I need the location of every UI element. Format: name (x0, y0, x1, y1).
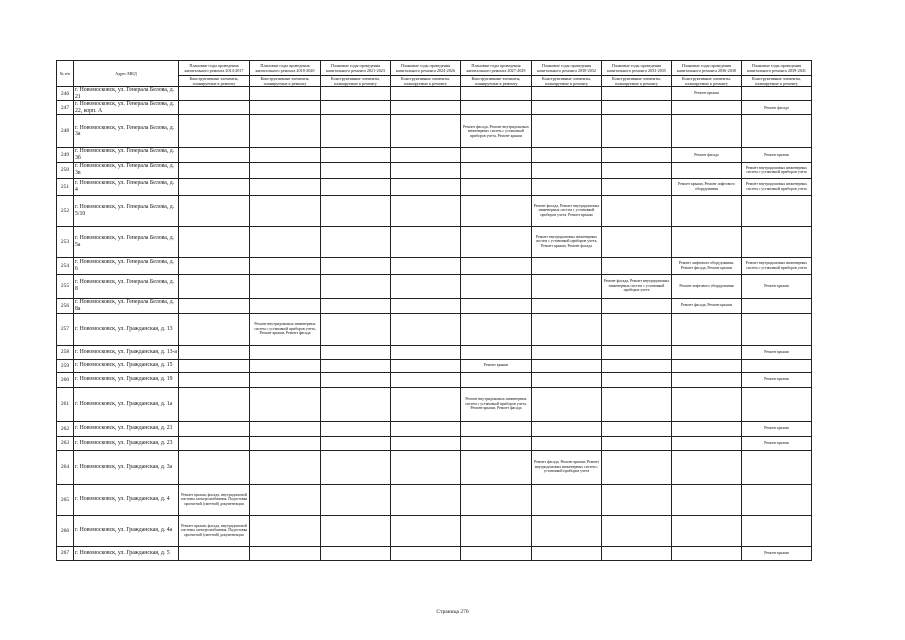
repair-work-cell (179, 359, 250, 372)
table-row (57, 450, 812, 484)
repair-work-cell (391, 274, 461, 298)
row-number: 260 (57, 372, 74, 387)
row-address: г. Новомосковск, ул. Гражданская, д. 1а (74, 387, 179, 421)
repair-work-cell (391, 450, 461, 484)
table-row (57, 274, 812, 298)
header-period: Плановые годы проведения капитального ремонта 2024-2026 (391, 61, 461, 76)
table-row (57, 195, 812, 226)
repair-work-cell (602, 421, 672, 436)
header-subheading: Конструктивные элементы, планируемые к ремонту (742, 76, 812, 87)
repair-work-cell: Ремонт фасада, Ремонт внутридомовых инженерных систем с установкой приборов учета, Ремонт крыши (532, 195, 602, 226)
repair-work-cell (391, 515, 461, 546)
repair-work-cell (742, 484, 812, 515)
repair-work-cell: Ремонт внутридомовых инженерных систем с установкой приборов учета, Ремонт крыши, Ремонт фасада (532, 226, 602, 257)
header-period: Плановые годы проведения капитального ремонта 2033-2035 (602, 61, 672, 76)
repair-work-cell: Ремонт фасада, Ремонт внутридомовых инженерных систем с установкой приборов учета, Ремонт крыши (461, 115, 532, 148)
repair-work-cell (742, 226, 812, 257)
repair-work-cell (602, 87, 672, 101)
header-period: Плановые годы проведения капитального ремонта 2027-2029 (461, 61, 532, 76)
repair-work-cell (321, 345, 391, 359)
table-row (57, 515, 812, 546)
row-number: 247 (57, 101, 74, 115)
repair-work-cell (179, 148, 250, 162)
repair-work-cell (602, 115, 672, 148)
repair-work-cell (461, 345, 532, 359)
repair-work-cell (321, 298, 391, 313)
repair-work-cell (179, 421, 250, 436)
row-number: 261 (57, 387, 74, 421)
repair-work-cell (179, 226, 250, 257)
row-address: г. Новомосковск, ул. Генерала Белова, д. 21 (74, 87, 179, 101)
repair-work-cell (179, 162, 250, 178)
repair-work-cell (250, 450, 321, 484)
repair-work-cell (250, 436, 321, 450)
repair-work-cell (321, 162, 391, 178)
row-address: г. Новомосковск, ул. Генерала Белова, д. 5/10 (74, 195, 179, 226)
row-number: 259 (57, 359, 74, 372)
repair-work-cell (461, 274, 532, 298)
repair-work-cell (672, 345, 742, 359)
repair-work-cell: Ремонт крыши (742, 546, 812, 560)
table-row (57, 421, 812, 436)
repair-work-cell (321, 436, 391, 450)
repair-work-cell (672, 421, 742, 436)
row-number: 253 (57, 226, 74, 257)
repair-work-cell: Ремонт крыши (742, 274, 812, 298)
row-number: 250 (57, 162, 74, 178)
repair-work-cell (602, 178, 672, 195)
row-address: г. Новомосковск, ул. Гражданская, д. 4а (74, 515, 179, 546)
row-address: г. Новомосковск, ул. Гражданская, д. 23 (74, 436, 179, 450)
repair-work-cell (532, 298, 602, 313)
row-address: г. Новомосковск, ул. Генерала Белова, д. 22, корп. А (74, 101, 179, 115)
repair-work-cell: Ремонт крыши (742, 421, 812, 436)
repair-work-cell (250, 115, 321, 148)
repair-work-cell (391, 436, 461, 450)
repair-work-cell (602, 101, 672, 115)
repair-work-cell: Ремонт крыши, фасада, внутридомовой системы электроснабжения. Подготовка проектной (сметной) документации (179, 515, 250, 546)
repair-work-cell: Ремонт внутридомовых инженерных систем с установкой приборов учета (742, 162, 812, 178)
repair-work-cell (672, 450, 742, 484)
repair-work-cell (461, 87, 532, 101)
repair-work-cell (461, 515, 532, 546)
repair-work-cell (250, 515, 321, 546)
repair-work-cell (391, 421, 461, 436)
repair-work-cell: Ремонт фасада, Ремонт крыши, Ремонт внутридомовых инженерных систем с установкой приборов учета (532, 450, 602, 484)
repair-work-cell (532, 515, 602, 546)
repair-work-cell (672, 546, 742, 560)
repair-work-cell (461, 298, 532, 313)
repair-work-cell (250, 226, 321, 257)
repair-work-cell: Ремонт фасада (742, 101, 812, 115)
repair-work-cell (461, 372, 532, 387)
repair-work-cell (250, 162, 321, 178)
repair-work-cell (179, 178, 250, 195)
row-number: 252 (57, 195, 74, 226)
repair-work-cell (321, 148, 391, 162)
table-row (57, 345, 812, 359)
table-row (57, 484, 812, 515)
repair-work-cell (250, 359, 321, 372)
repair-work-cell (532, 87, 602, 101)
repair-work-cell (461, 226, 532, 257)
repair-work-cell (672, 372, 742, 387)
row-address: г. Новомосковск, ул. Гражданская, д. 19 (74, 372, 179, 387)
repair-work-cell: Ремонт фасада, Ремонт крыши (672, 298, 742, 313)
repair-work-cell (672, 436, 742, 450)
repair-work-cell: Ремонт внутридомовых инженерных систем с установкой приборов учета, Ремонт крыши, Ремонт фасада (461, 387, 532, 421)
row-number: 267 (57, 546, 74, 560)
repair-work-cell (602, 313, 672, 345)
repair-work-cell: Ремонт внутридомовых инженерных систем с установкой приборов учета (742, 178, 812, 195)
header-subheading: Конструктивные элементы, планируемые к ремонту (179, 76, 250, 87)
repair-work-cell (321, 450, 391, 484)
repair-work-cell (461, 450, 532, 484)
repair-work-cell (321, 515, 391, 546)
repair-work-cell (391, 484, 461, 515)
row-number: 246 (57, 87, 74, 101)
table-row (57, 115, 812, 148)
repair-work-cell (461, 195, 532, 226)
repair-work-cell (742, 195, 812, 226)
page-footer: Страница 270 (436, 609, 469, 615)
repair-work-cell (250, 178, 321, 195)
repair-work-cell (321, 115, 391, 148)
repair-work-cell (461, 484, 532, 515)
repair-work-cell (602, 359, 672, 372)
repair-work-cell (391, 345, 461, 359)
repair-work-cell (321, 387, 391, 421)
repair-work-cell (321, 101, 391, 115)
repair-work-cell (461, 101, 532, 115)
repair-work-cell (532, 162, 602, 178)
repair-work-cell (250, 372, 321, 387)
row-number: 263 (57, 436, 74, 450)
repair-work-cell (461, 313, 532, 345)
row-address: г. Новомосковск, ул. Генерала Белова, д. 6 (74, 257, 179, 274)
header-period: Плановые годы проведения капитального ремонта 2039-2041 (742, 61, 812, 76)
row-number: 256 (57, 298, 74, 313)
repair-work-cell (532, 345, 602, 359)
repair-work-cell: Ремонт крыши (742, 148, 812, 162)
table-row (57, 101, 812, 115)
repair-work-cell (250, 387, 321, 421)
repair-work-cell (391, 148, 461, 162)
repair-work-cell (461, 436, 532, 450)
repair-work-cell (391, 195, 461, 226)
repair-work-cell (532, 436, 602, 450)
row-address: г. Новомосковск, ул. Гражданская, д. 4 (74, 484, 179, 515)
repair-work-cell (391, 162, 461, 178)
capital-repair-table (56, 60, 812, 561)
repair-work-cell (391, 226, 461, 257)
repair-work-cell (532, 101, 602, 115)
header-address: Адрес МКД (74, 61, 179, 87)
repair-work-cell (742, 115, 812, 148)
repair-work-cell (672, 515, 742, 546)
repair-work-cell (179, 274, 250, 298)
row-address: г. Новомосковск, ул. Генерала Белова, д. 8а (74, 298, 179, 313)
repair-work-cell (321, 257, 391, 274)
repair-work-cell (672, 387, 742, 421)
repair-work-cell (321, 178, 391, 195)
repair-work-cell (602, 372, 672, 387)
table-row (57, 546, 812, 560)
row-number: 265 (57, 484, 74, 515)
row-address: г. Новомосковск, ул. Генерала Белова, д. 3б (74, 148, 179, 162)
row-number: 262 (57, 421, 74, 436)
table-row (57, 359, 812, 372)
header-period: Плановые годы проведения капитального ремонта 2030-2032 (532, 61, 602, 76)
header-subheading: Конструктивные элементы, планируемые к ремонту (321, 76, 391, 87)
repair-work-cell (391, 313, 461, 345)
repair-work-cell (602, 484, 672, 515)
row-address: г. Новомосковск, ул. Генерала Белова, д. 4 (74, 178, 179, 195)
row-address: г. Новомосковск, ул. Генерала Белова, д. 3а (74, 115, 179, 148)
repair-work-cell (672, 101, 742, 115)
repair-work-cell (461, 257, 532, 274)
repair-work-cell (742, 298, 812, 313)
header-period: Плановые годы проведения капитального ремонта 2036-2038 (672, 61, 742, 76)
repair-work-cell (250, 345, 321, 359)
row-address: г. Новомосковск, ул. Гражданская, д. 3а (74, 450, 179, 484)
repair-work-cell: Ремонт крыши (742, 436, 812, 450)
table-row (57, 148, 812, 162)
repair-work-cell (672, 359, 742, 372)
repair-work-cell (532, 387, 602, 421)
header-subheading: Конструктивные элементы, планируемые к ремонту (461, 76, 532, 87)
repair-work-cell (461, 162, 532, 178)
table-row (57, 436, 812, 450)
row-address: г. Новомосковск, ул. Генерала Белова, д. 8 (74, 274, 179, 298)
repair-work-cell (179, 298, 250, 313)
row-number: 254 (57, 257, 74, 274)
repair-work-cell (179, 101, 250, 115)
repair-work-cell (532, 484, 602, 515)
repair-work-cell (250, 148, 321, 162)
repair-work-cell (532, 178, 602, 195)
repair-work-cell (321, 87, 391, 101)
table-row (57, 162, 812, 178)
repair-work-cell (461, 178, 532, 195)
row-address: г. Новомосковск, ул. Гражданская, д. 15 (74, 359, 179, 372)
repair-work-cell (532, 546, 602, 560)
header-subheading: Конструктивные элементы, планируемые к ремонту (672, 76, 742, 87)
repair-work-cell: Ремонт лифтового оборудования (672, 274, 742, 298)
repair-work-cell (742, 359, 812, 372)
repair-work-cell (321, 313, 391, 345)
repair-work-cell (250, 421, 321, 436)
repair-work-cell (250, 87, 321, 101)
repair-work-cell (532, 421, 602, 436)
repair-work-cell: Ремонт крыши (461, 359, 532, 372)
repair-work-cell (602, 546, 672, 560)
repair-work-cell (742, 387, 812, 421)
repair-work-cell (250, 546, 321, 560)
header-period: Плановые годы проведения капитального ремонта 2021-2023 (321, 61, 391, 76)
repair-work-cell (742, 313, 812, 345)
repair-work-cell (391, 372, 461, 387)
repair-work-cell (532, 257, 602, 274)
row-address: г. Новомосковск, ул. Гражданская, д. 13 (74, 313, 179, 345)
header-subheading: Конструктивные элементы, планируемые к ремонту (602, 76, 672, 87)
header-period: Плановые годы проведения капитального ремонта 2014-2017 (179, 61, 250, 76)
repair-work-cell (742, 87, 812, 101)
repair-work-cell (179, 257, 250, 274)
table-header (57, 61, 812, 87)
repair-work-cell (179, 87, 250, 101)
repair-work-cell (742, 450, 812, 484)
repair-work-cell (532, 115, 602, 148)
row-number: 255 (57, 274, 74, 298)
repair-work-cell (602, 257, 672, 274)
repair-work-cell (672, 484, 742, 515)
repair-work-cell (532, 313, 602, 345)
repair-work-cell (602, 226, 672, 257)
repair-work-cell (321, 195, 391, 226)
repair-work-cell (602, 195, 672, 226)
repair-work-cell (321, 546, 391, 560)
repair-work-cell (321, 372, 391, 387)
repair-work-cell (672, 195, 742, 226)
repair-work-cell: Ремонт лифтового оборудования, Ремонт фасада, Ремонт крыши (672, 257, 742, 274)
repair-work-cell (250, 274, 321, 298)
repair-work-cell (250, 101, 321, 115)
row-address: г. Новомосковск, ул. Гражданская, д. 13-а (74, 345, 179, 359)
repair-work-cell (179, 436, 250, 450)
table-row (57, 313, 812, 345)
row-address: г. Новомосковск, ул. Генерала Белова, д. 3в (74, 162, 179, 178)
repair-work-cell (250, 257, 321, 274)
repair-work-cell (179, 387, 250, 421)
repair-work-cell (391, 359, 461, 372)
repair-work-cell (391, 298, 461, 313)
repair-work-cell (391, 115, 461, 148)
table-row (57, 372, 812, 387)
repair-work-cell (742, 515, 812, 546)
repair-work-cell: Ремонт внутридомовых инженерных систем с установкой приборов учета, Ремонт крыши, Ремонт фасада (250, 313, 321, 345)
repair-work-cell (602, 387, 672, 421)
repair-work-cell (391, 257, 461, 274)
repair-work-cell (672, 115, 742, 148)
repair-work-cell (461, 421, 532, 436)
repair-work-cell (672, 313, 742, 345)
repair-work-cell (179, 313, 250, 345)
row-number: 251 (57, 178, 74, 195)
table-body (57, 87, 812, 561)
row-number: 257 (57, 313, 74, 345)
row-number: 249 (57, 148, 74, 162)
repair-work-cell (461, 148, 532, 162)
repair-work-cell (179, 115, 250, 148)
row-number: 248 (57, 115, 74, 148)
repair-work-cell (532, 274, 602, 298)
repair-work-cell (672, 226, 742, 257)
repair-work-cell (602, 162, 672, 178)
repair-work-cell (602, 515, 672, 546)
repair-work-cell (391, 546, 461, 560)
repair-work-cell (321, 226, 391, 257)
repair-work-cell: Ремонт крыши, фасада, внутридомовой системы электроснабжения. Подготовка проектной (сметной) документации (179, 484, 250, 515)
repair-work-cell (602, 148, 672, 162)
repair-work-cell (250, 298, 321, 313)
table-row (57, 298, 812, 313)
repair-work-cell (391, 87, 461, 101)
header-subheading: Конструктивные элементы, планируемые к ремонту (391, 76, 461, 87)
repair-work-cell (602, 436, 672, 450)
repair-work-cell (179, 450, 250, 484)
repair-work-cell (602, 298, 672, 313)
repair-work-cell (391, 178, 461, 195)
repair-work-cell (461, 546, 532, 560)
repair-work-cell (179, 195, 250, 226)
repair-work-cell (532, 148, 602, 162)
table-row (57, 178, 812, 195)
repair-work-cell (391, 387, 461, 421)
table-row (57, 387, 812, 421)
row-number: 266 (57, 515, 74, 546)
table-row (57, 87, 812, 101)
table-row (57, 257, 812, 274)
repair-work-cell (602, 450, 672, 484)
repair-work-cell (321, 484, 391, 515)
repair-work-cell (179, 546, 250, 560)
table-row (57, 226, 812, 257)
repair-work-cell (532, 372, 602, 387)
row-number: 258 (57, 345, 74, 359)
repair-work-cell (321, 274, 391, 298)
repair-work-cell (179, 345, 250, 359)
repair-work-cell: Ремонт фасада (672, 148, 742, 162)
repair-work-cell: Ремонт крыши (742, 372, 812, 387)
repair-work-cell (179, 372, 250, 387)
repair-work-cell: Ремонт крыши (742, 345, 812, 359)
header-period: Плановые годы проведения капитального ремонта 2018-2020 (250, 61, 321, 76)
header-subheading: Конструктивные элементы, планируемые к ремонту (250, 76, 321, 87)
header-number: № п/п (57, 61, 74, 87)
repair-work-cell: Ремонт фасада, Ремонт внутридомовых инженерных систем с установкой приборов учета (602, 274, 672, 298)
repair-work-cell (672, 162, 742, 178)
row-address: г. Новомосковск, ул. Гражданская, д. 5 (74, 546, 179, 560)
repair-work-cell (321, 359, 391, 372)
repair-work-cell: Ремонт крыши, Ремонт лифтового оборудования (672, 178, 742, 195)
repair-work-cell (250, 195, 321, 226)
repair-work-cell (321, 421, 391, 436)
repair-work-cell (250, 484, 321, 515)
repair-work-cell (532, 359, 602, 372)
row-number: 264 (57, 450, 74, 484)
row-address: г. Новомосковск, ул. Гражданская, д. 21 (74, 421, 179, 436)
repair-work-cell (391, 101, 461, 115)
repair-work-cell (602, 345, 672, 359)
row-address: г. Новомосковск, ул. Генерала Белова, д. 5а (74, 226, 179, 257)
header-subheading: Конструктивные элементы, планируемые к ремонту (532, 76, 602, 87)
repair-work-cell: Ремонт крыши (672, 87, 742, 101)
repair-work-cell: Ремонт внутридомовых инженерных систем с установкой приборов учета (742, 257, 812, 274)
